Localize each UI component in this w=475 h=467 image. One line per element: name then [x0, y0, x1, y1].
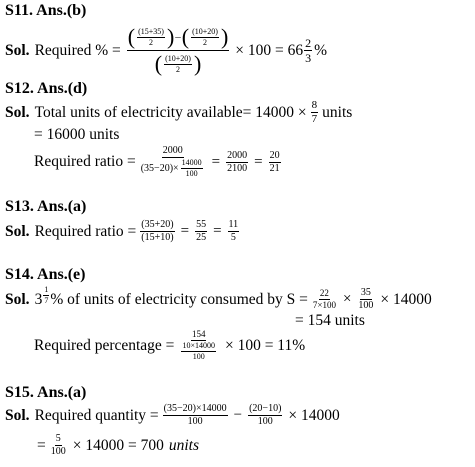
s12-r-den-a: (35−20)× — [140, 162, 179, 174]
s13-n3: 11 — [228, 219, 239, 230]
s14-line2: = 154 units — [295, 312, 365, 329]
s14-f1-num: 22 — [319, 288, 329, 298]
s14-percentage — [34, 330, 305, 361]
s11-solution — [5, 26, 327, 75]
s11-heading: S11. Ans.(b) — [5, 2, 87, 19]
s12-line1 — [5, 100, 352, 125]
s15-unit: units — [168, 436, 200, 454]
s12-f-num: 8 — [311, 99, 318, 111]
s13-text: Required ratio = — [34, 222, 137, 240]
s12-r3-num: 20 — [269, 149, 280, 161]
s14-sup-den: 7 — [44, 296, 49, 305]
s15-f3-num: 5 — [55, 433, 61, 444]
s11-d1: 2 — [149, 37, 154, 47]
s13-n1: (35+20) — [141, 219, 174, 230]
s12-line1-text: Total units of electricity available= 14000 × — [34, 103, 307, 121]
s14-line1 — [5, 285, 432, 311]
s14-p-den-num: 10×14000 — [182, 341, 215, 350]
s12-ratio — [34, 146, 283, 178]
s15-times: × 14000 — [288, 406, 340, 424]
s11-big-fraction: ( $\frac{(15+35)}{2}$ ) – ( $\frac{(10+20)}{2}$ ) ( $\frac{(10+20)}{2}$ ) — [127, 24, 229, 76]
s14-f2-den: 100 — [358, 300, 374, 311]
s14-heading: S14. Ans.(e) — [5, 266, 86, 283]
s12-line2: = 16000 units — [34, 126, 120, 143]
s14-p-num: 154 — [191, 329, 206, 339]
s11-pct: % — [314, 41, 328, 59]
sol-label: Sol. — [5, 290, 30, 308]
s15-f2-num: (20−10) — [249, 403, 282, 414]
s14-sup-num: 1 — [44, 285, 49, 294]
s12-eq2: = — [254, 153, 263, 170]
s12-f-den: 7 — [311, 113, 318, 125]
s11-mixed-num: 2 — [305, 36, 312, 50]
s13-d3: 5 — [230, 232, 236, 243]
s11-dd: 2 — [176, 64, 181, 74]
s14-f2-num: 35 — [360, 287, 371, 298]
s14-times1: × — [342, 291, 352, 307]
sol-label: Sol. — [5, 103, 30, 121]
s11-text: Required % = — [34, 41, 121, 59]
s13-d2: 25 — [196, 232, 207, 243]
s15-heading: S15. Ans.(a) — [5, 384, 87, 401]
s15-f3-den: 100 — [50, 446, 66, 457]
sol-label: Sol. — [5, 222, 30, 240]
s15-eq: = — [37, 436, 46, 454]
s12-r2-den: 2100 — [227, 162, 248, 174]
s12-r-num: 2000 — [162, 145, 183, 156]
s13-solution — [5, 220, 241, 243]
s14-p-tail: × 100 = 11% — [224, 336, 306, 354]
s14-whole: 3 — [34, 290, 43, 308]
s13-heading: S13. Ans.(a) — [5, 198, 87, 215]
s13-n2: 55 — [196, 219, 207, 230]
s15-f1-num: (35−20)×14000 — [163, 403, 227, 414]
s14-p-den-den: 100 — [192, 352, 205, 361]
s15-line2 — [37, 434, 199, 457]
s14-f1-den: 7×100 — [312, 300, 336, 310]
s12-eq1: = — [211, 153, 221, 170]
s14-times2: × 14000 — [380, 290, 432, 308]
s12-r-den-b-num: 14000 — [181, 158, 202, 167]
s12-r2-num: 2000 — [227, 149, 248, 161]
s13-eq2: = — [213, 223, 222, 239]
s11-d2: 2 — [203, 37, 208, 47]
s15-line1 — [5, 404, 340, 427]
sol-label: Sol. — [5, 406, 30, 424]
s15-f2-den: 100 — [257, 416, 273, 427]
s11-dn: (10+20) — [165, 53, 191, 63]
s12-r-den-b-den: 100 — [185, 169, 198, 178]
s15-tail: × 14000 = 700 — [72, 436, 164, 454]
s12-heading: S12. Ans.(d) — [5, 80, 88, 97]
s14-text: % of units of electricity consumed by S = — [50, 290, 308, 308]
s15-minus: − — [233, 407, 243, 423]
s11-mixed-den: 3 — [305, 51, 312, 65]
s12-r3-den: 21 — [269, 162, 280, 174]
s11-n2: (10+20) — [192, 26, 218, 36]
s13-eq1: = — [180, 223, 190, 239]
s14-perc-text: Required percentage = — [34, 336, 175, 354]
s13-d1: (15+10) — [141, 232, 174, 243]
s12-ratio-text: Required ratio = — [34, 153, 136, 170]
s11-minus: – — [175, 30, 181, 43]
s15-text: Required quantity = — [34, 406, 159, 424]
sol-label: Sol. — [5, 41, 30, 59]
s11-n1: (15+35) — [138, 26, 164, 36]
s12-units: units — [322, 103, 353, 121]
s15-f1-den: 100 — [187, 416, 203, 427]
s11-times: × 100 = 66 — [235, 41, 304, 59]
